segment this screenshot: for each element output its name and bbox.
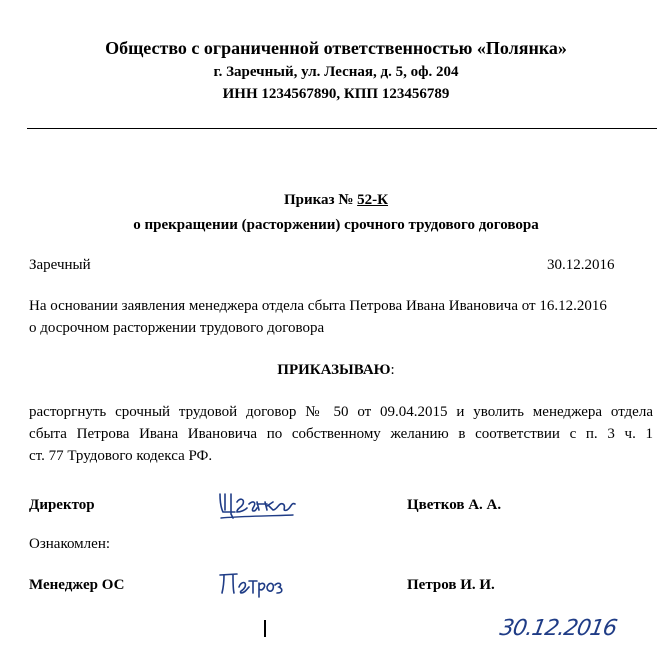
body-line-1: расторгнуть срочный трудовой договор № 50 от 09.04.2015 и уволить менеджера отдела xyxy=(29,404,653,420)
basis-line-1: На основании заявления менеджера отдела сбыта Петрова Ивана Ивановича от 16.12.2016 xyxy=(29,298,607,314)
director-name: Цветков А. А. xyxy=(407,497,502,513)
order-number: 52-К xyxy=(357,192,389,208)
body-line-2: сбыта Петрова Ивана Ивановича по собственному желанию в соответствии с п. 3 ч. 1 xyxy=(29,426,653,442)
organization-name: Общество с ограниченной ответственностью «Полянка» xyxy=(105,38,567,58)
command-word: ПРИКАЗЫВАЮ xyxy=(277,362,391,378)
order-title xyxy=(0,192,672,209)
manager-signature xyxy=(217,569,287,599)
command-heading xyxy=(0,362,672,379)
order-place: Заречный xyxy=(29,257,91,273)
organization-address: г. Заречный, ул. Лесная, д. 5, оф. 204 xyxy=(213,64,459,80)
order-title-prefix: Приказ № xyxy=(283,192,358,208)
body-line-3: ст. 77 Трудового кодекса РФ. xyxy=(29,448,213,464)
organization-tax-ids: ИНН 1234567890, КПП 123456789 xyxy=(222,86,450,102)
order-subject: о прекращении (расторжении) срочного трудового договора xyxy=(133,217,539,233)
manager-name: Петров И. И. xyxy=(407,577,495,593)
director-role: Директор xyxy=(29,497,95,513)
header-divider xyxy=(27,128,657,129)
handwritten-date: 30.12.2016 xyxy=(497,616,619,641)
basis-line-2: о досрочном расторжении трудового договора xyxy=(29,320,325,336)
order-date: 30.12.2016 xyxy=(547,257,615,273)
text-cursor xyxy=(264,620,266,637)
acquainted-label: Ознакомлен: xyxy=(29,536,111,552)
manager-role: Менеджер ОС xyxy=(29,577,125,593)
command-suffix: : xyxy=(390,362,395,378)
director-signature xyxy=(217,488,297,522)
